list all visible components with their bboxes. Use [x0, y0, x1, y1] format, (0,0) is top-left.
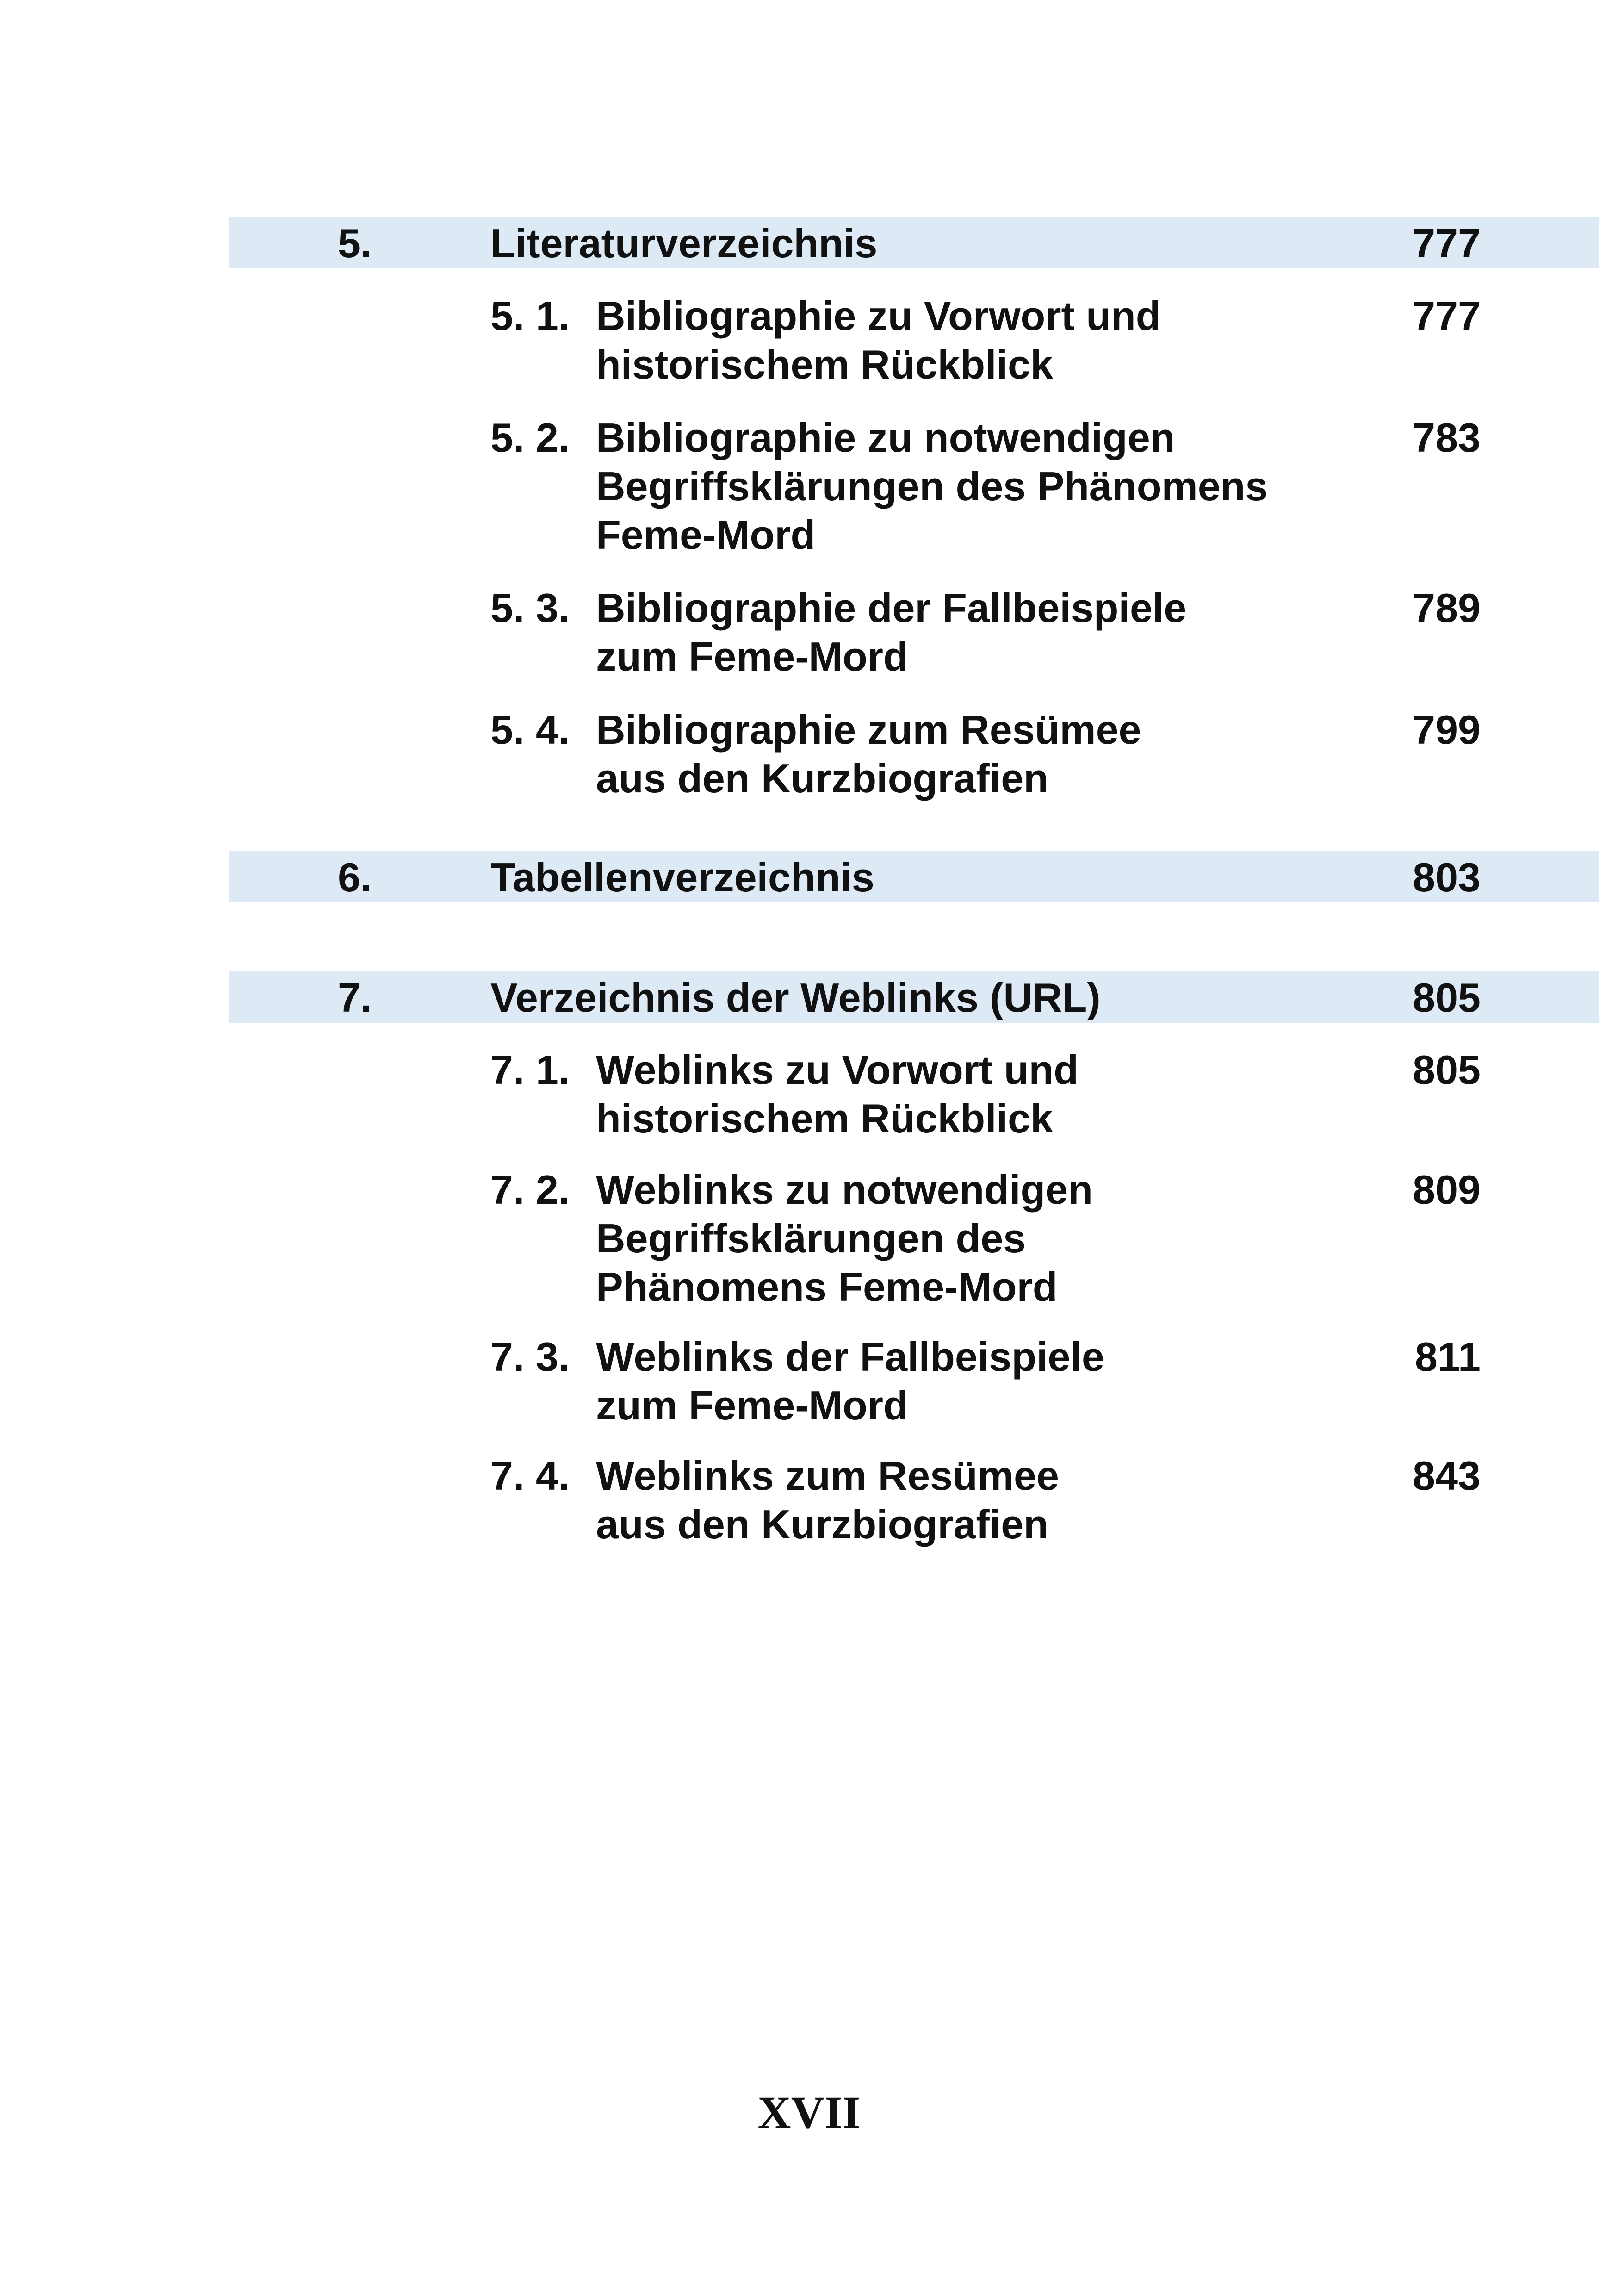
- section-title-7: Verzeichnis der Weblinks (URL): [490, 975, 1101, 1020]
- subsection-page-7-2: 809: [1413, 1167, 1481, 1213]
- section-number-6: 6.: [338, 854, 372, 900]
- subsection-page-7-1: 805: [1413, 1047, 1481, 1093]
- subsection-number-7-3: 7. 3.: [490, 1334, 570, 1380]
- subsection-title-7-2-line-3: Phänomens Feme-Mord: [596, 1264, 1058, 1310]
- section-page-7: 805: [1413, 975, 1481, 1020]
- subsection-title-5-3-line-1: Bibliographie der Fallbeispiele: [596, 585, 1187, 631]
- subsection-number-5-2: 5. 2.: [490, 415, 570, 460]
- page-number-folio: XVII: [757, 2087, 861, 2138]
- subsection-title-7-3-line-1: Weblinks der Fallbeispiele: [596, 1334, 1104, 1380]
- section-number-7: 7.: [338, 975, 372, 1020]
- subsection-number-5-3: 5. 3.: [490, 585, 570, 631]
- subsection-number-5-1: 5. 1.: [490, 293, 570, 339]
- section-title-6: Tabellenverzeichnis: [490, 854, 874, 900]
- subsection-page-5-4: 799: [1413, 707, 1481, 753]
- subsection-page-7-3: 811: [1415, 1334, 1481, 1380]
- subsection-title-5-3-line-2: zum Feme-Mord: [596, 634, 908, 679]
- subsection-title-7-2-line-2: Begriffsklärungen des: [596, 1215, 1026, 1261]
- subsection-title-5-2-line-1: Bibliographie zu notwendigen: [596, 415, 1175, 460]
- subsection-title-5-1-line-2: historischem Rückblick: [596, 342, 1053, 387]
- subsection-page-5-2: 783: [1413, 415, 1481, 460]
- section-page-6: 803: [1413, 854, 1481, 900]
- subsection-title-7-2-line-1: Weblinks zu notwendigen: [596, 1167, 1093, 1213]
- subsection-title-7-4-line-1: Weblinks zum Resümee: [596, 1453, 1059, 1499]
- subsection-title-5-4-line-1: Bibliographie zum Resümee: [596, 707, 1141, 753]
- subsection-title-7-4-line-2: aus den Kurzbiografien: [596, 1501, 1048, 1547]
- section-page-5: 777: [1413, 220, 1481, 266]
- subsection-title-5-1-line-1: Bibliographie zu Vorwort und: [596, 293, 1161, 339]
- subsection-title-7-1-line-1: Weblinks zu Vorwort und: [596, 1047, 1079, 1093]
- subsection-number-5-4: 5. 4.: [490, 707, 570, 753]
- subsection-number-7-1: 7. 1.: [490, 1047, 570, 1093]
- subsection-title-5-4-line-2: aus den Kurzbiografien: [596, 755, 1048, 801]
- section-title-5: Literaturverzeichnis: [490, 220, 878, 266]
- subsection-title-5-2-line-2: Begriffsklärungen des Phänomens: [596, 463, 1268, 509]
- subsection-page-7-4: 843: [1413, 1453, 1481, 1499]
- subsection-title-5-2-line-3: Feme-Mord: [596, 512, 816, 558]
- subsection-title-7-1-line-2: historischem Rückblick: [596, 1095, 1053, 1141]
- subsection-page-5-3: 789: [1413, 585, 1481, 631]
- section-number-5: 5.: [338, 220, 372, 266]
- subsection-number-7-2: 7. 2.: [490, 1167, 570, 1213]
- subsection-page-5-1: 777: [1413, 293, 1481, 339]
- subsection-title-7-3-line-2: zum Feme-Mord: [596, 1382, 908, 1428]
- subsection-number-7-4: 7. 4.: [490, 1453, 570, 1499]
